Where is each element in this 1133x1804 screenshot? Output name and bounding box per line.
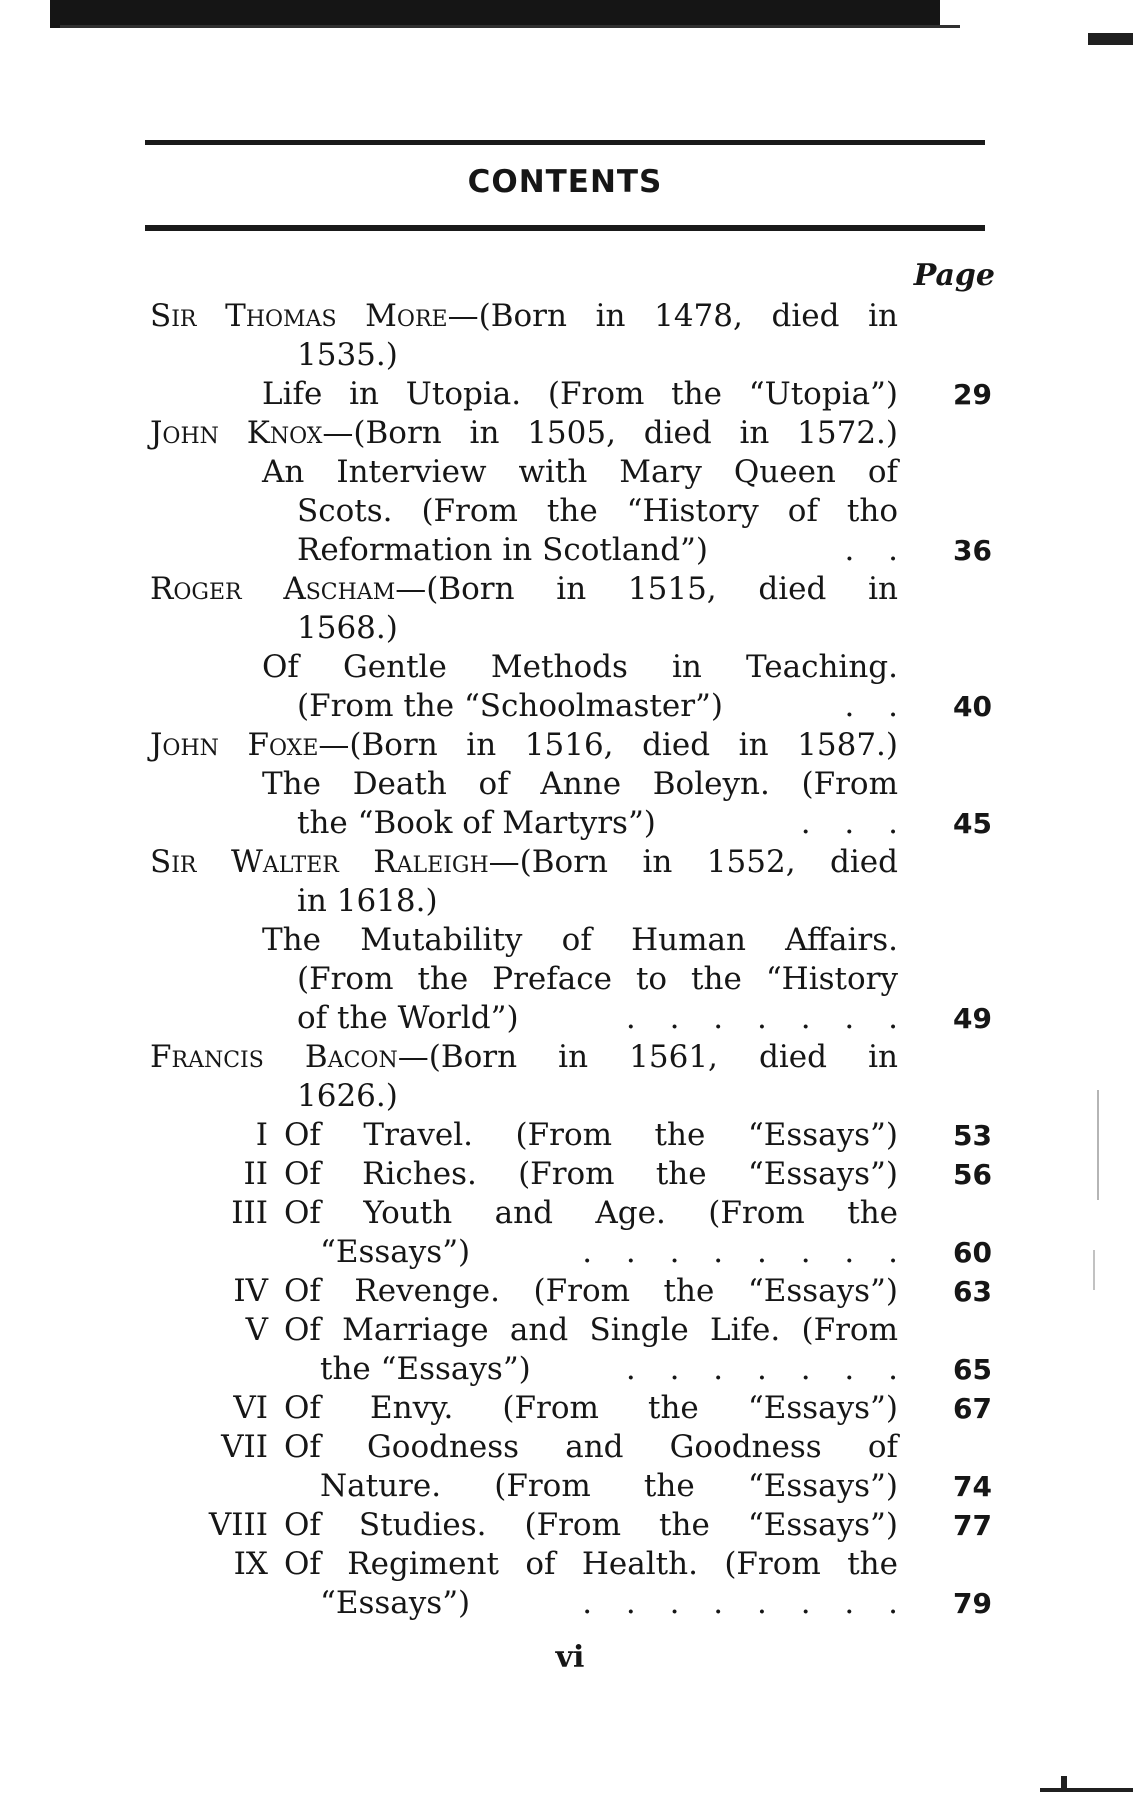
page-number: 49 — [953, 1002, 992, 1035]
leader-dots: . . . . . . . . — [582, 1234, 910, 1270]
work-title: Of Regiment of Health. (From the — [284, 1546, 898, 1582]
author-name: Sir Walter Raleigh — [150, 844, 489, 880]
author-name: Roger Ascham — [150, 571, 396, 607]
page-number: 65 — [953, 1353, 992, 1386]
author-name: Sir Thomas More — [150, 298, 448, 334]
author-name: John Foxe — [150, 727, 319, 763]
leader-dots: . . — [844, 532, 910, 568]
author-line — [150, 570, 898, 609]
page-number: 36 — [953, 534, 992, 567]
work-title: Of Gentle Methods in Teaching. — [262, 649, 898, 685]
page-number: 79 — [953, 1587, 992, 1620]
page-number: 56 — [953, 1158, 992, 1191]
author-dates: —(Born in 1561, died in — [397, 1039, 898, 1075]
author-name: John Knox — [150, 415, 323, 451]
work-title: Of Studies. (From the “Essays”) — [284, 1507, 898, 1543]
edge-mark — [1088, 33, 1133, 45]
work-title: The Mutability of Human Affairs. — [262, 922, 898, 958]
work-title: Of Travel. (From the “Essays”) — [284, 1117, 898, 1153]
header-rule-top — [145, 140, 985, 145]
essay-numeral: V — [245, 1312, 268, 1348]
page-title: CONTENTS — [467, 164, 663, 200]
top-scan-bar — [50, 0, 940, 28]
author-line — [150, 297, 898, 336]
page-number: 45 — [953, 807, 992, 840]
leader-dots: . . . . . . . . — [582, 1585, 910, 1621]
author-dates: —(Born in 1515, died in — [395, 571, 898, 607]
work-title-text: of the World”) — [297, 1000, 519, 1036]
work-title-end — [320, 1233, 910, 1272]
leader-dots: . . — [844, 688, 910, 724]
work-title-text: “Essays”) — [320, 1234, 471, 1270]
corner-mark-tick — [1061, 1776, 1067, 1792]
work-title: Of Youth and Age. (From the — [284, 1195, 898, 1231]
leader-dots: . . . — [800, 805, 910, 841]
essay-numeral: VI — [233, 1390, 268, 1426]
work-title-cont: Nature. (From the “Essays”) — [320, 1468, 898, 1504]
page-number: 77 — [953, 1509, 992, 1542]
essay-numeral: IX — [233, 1546, 268, 1582]
page-folio: vi — [555, 1640, 585, 1675]
work-title-end — [297, 804, 910, 843]
page-number: 60 — [953, 1236, 992, 1269]
author-line — [150, 843, 898, 882]
page-number: 67 — [953, 1392, 992, 1425]
work-title-text: the “Essays”) — [320, 1351, 531, 1387]
corner-mark — [1040, 1788, 1133, 1792]
page-number: 40 — [953, 690, 992, 723]
essay-numeral: II — [243, 1156, 268, 1192]
work-title-end — [320, 1584, 910, 1623]
work-title-cont: Scots. (From the “History of tho — [297, 493, 898, 529]
work-title: Of Revenge. (From the “Essays”) — [284, 1273, 898, 1309]
work-title: Of Riches. (From the “Essays”) — [284, 1156, 898, 1192]
author-dates: —(Born in 1505, died in 1572.) — [322, 415, 898, 451]
work-title: Of Goodness and Goodness of — [284, 1429, 898, 1465]
author-dates: —(Born in 1478, died in — [447, 298, 898, 334]
work-title-cont: (From the Preface to the “History — [297, 961, 898, 997]
work-title: Of Marriage and Single Life. (From — [284, 1312, 898, 1348]
work-title: Life in Utopia. (From the “Utopia”) — [262, 376, 898, 412]
top-scan-line — [60, 25, 960, 28]
author-name: Francis Bacon — [150, 1039, 398, 1075]
header-rule-bottom — [145, 225, 985, 231]
author-line — [150, 726, 898, 765]
margin-speck — [1097, 1090, 1099, 1200]
work-title-text: the “Book of Martyrs”) — [297, 805, 656, 841]
author-dates-cont: 1626.) — [297, 1078, 398, 1114]
page-number: 63 — [953, 1275, 992, 1308]
leader-dots: . . . . . . . — [625, 1351, 910, 1387]
margin-speck — [1093, 1250, 1095, 1290]
essay-numeral: VIII — [208, 1507, 268, 1543]
author-dates-cont: 1568.) — [297, 610, 398, 646]
essay-numeral: I — [255, 1117, 268, 1153]
leader-dots: . . . . . . . — [625, 1000, 910, 1036]
page-number: 53 — [953, 1119, 992, 1152]
work-title: Of Envy. (From the “Essays”) — [284, 1390, 898, 1426]
essay-numeral: III — [231, 1195, 268, 1231]
work-title: The Death of Anne Boleyn. (From — [262, 766, 898, 802]
author-dates-cont: 1535.) — [297, 337, 398, 373]
work-title-end — [297, 999, 910, 1038]
author-line — [150, 414, 898, 453]
page-number: 29 — [953, 378, 992, 411]
page-column-label: Page — [913, 258, 995, 293]
essay-numeral: VII — [221, 1429, 268, 1465]
author-dates-cont: in 1618.) — [297, 883, 438, 919]
work-title-text: “Essays”) — [320, 1585, 471, 1621]
work-title-text: (From the “Schoolmaster”) — [297, 688, 723, 724]
author-dates: —(Born in 1552, died — [488, 844, 898, 880]
author-line — [150, 1038, 898, 1077]
page-number: 74 — [953, 1470, 992, 1503]
essay-numeral: IV — [233, 1273, 268, 1309]
work-title-text: Reformation in Scotland”) — [297, 532, 708, 568]
work-title-end — [297, 531, 910, 570]
work-title-end — [320, 1350, 910, 1389]
author-dates: —(Born in 1516, died in 1587.) — [318, 727, 899, 763]
work-title: An Interview with Mary Queen of — [262, 454, 898, 490]
work-title-end — [297, 687, 910, 726]
